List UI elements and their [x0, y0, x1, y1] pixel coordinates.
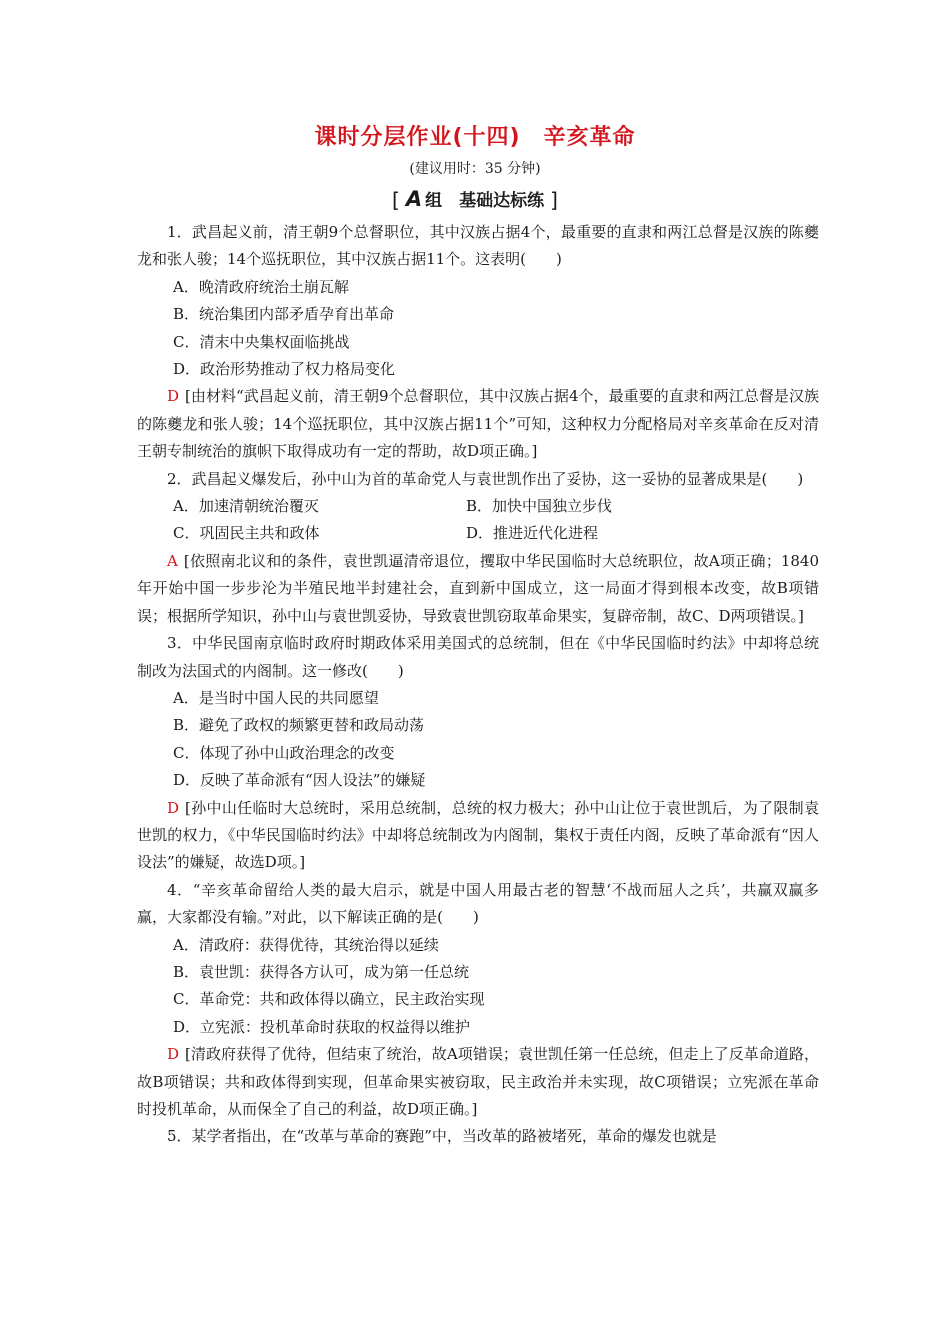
page-title: 课时分层作业(十四) 辛亥革命 [314, 125, 636, 150]
option: D．政治形势推动了权力格局变化 [173, 360, 396, 379]
group-letter-icon: A [405, 187, 423, 211]
bracket-close: ] [550, 188, 558, 212]
explanation-text: [依照南北议和的条件，袁世凯逼清帝退位，攫取中华民国临时大总统职位，故A项正确；1840年开始中国一步步沦为半殖民地半封建社会，直到新中国成立，这一局面才得到根本改变，故B项错误；根据所学知识，孙中山与袁世凯妥协，导致袁世凯窃取革命果实，复辟帝制，故C、D两项错误。] [137, 551, 819, 625]
suggested-time: (建议用时：35 分钟) [409, 161, 541, 177]
option: A．加速清朝统治覆灭 [173, 497, 319, 516]
option-row [137, 493, 819, 520]
question-list [137, 219, 819, 1151]
bracket-open: [ [392, 188, 400, 212]
option: C．体现了孙中山政治理念的改变 [173, 743, 395, 762]
option-row [137, 520, 819, 547]
question-stem: 5．某学者指出，在“改革与革命的赛跑”中，当改革的路被堵死，革命的爆发也就是 [167, 1127, 717, 1146]
question-stem: 3．中华民国南京临时政府时期政体采用美国式的总统制，但在《中华民国临时约法》中却将总统制改为法国式的内阁制。这一修改( ) [137, 634, 819, 680]
option: A．是当时中国人民的共同愿望 [173, 688, 379, 707]
answer-explanation [137, 795, 819, 877]
answer-letter: A [167, 551, 178, 570]
option: A．清政府：获得优待，其统治得以延续 [173, 935, 439, 954]
answer-letter: D [167, 798, 180, 817]
answer-letter: D [167, 387, 180, 406]
option: B．避免了政权的频繁更替和政局动荡 [173, 716, 425, 735]
option: D．立宪派：投机革命时获取的权益得以维护 [173, 1017, 471, 1036]
option: C．清末中央集权面临挑战 [173, 332, 350, 351]
option: D．反映了革命派有“因人设法”的嫌疑 [173, 771, 426, 790]
option: B．统治集团内部矛盾孕育出革命 [173, 305, 395, 324]
section-heading-text: 组 基础达标练 [425, 191, 545, 211]
explanation-text: [清政府获得了优待，但结束了统治，故A项错误；袁世凯任第一任总统，但走上了反革命道路，故B项错误；共和政体得到实现，但革命果实被窃取，民主政治并未实现，故C项错误；立宪派在革命时投机革命，从而保全了自己的利益，故D项正确。] [137, 1045, 819, 1118]
answer-letter: D [167, 1045, 180, 1064]
answer-explanation [137, 1041, 819, 1123]
answer-explanation [137, 383, 819, 465]
option: C．革命党：共和政体得以确立，民主政治实现 [173, 990, 485, 1009]
option: B．加快中国独立步伐 [466, 497, 613, 516]
section-heading [0, 186, 950, 212]
answer-explanation [137, 548, 819, 630]
question-stem: 1．武昌起义前，清王朝9个总督职位，其中汉族占据4个，最重要的直隶和两江总督是汉族的陈夔龙和张人骏；14个巡抚职位，其中汉族占据11个。这表明( ) [137, 223, 819, 269]
question-stem: 2．武昌起义爆发后，孙中山为首的革命党人与袁世凯作出了妥协，这一妥协的显著成果是( ) [167, 469, 804, 488]
option: C．巩固民主共和政体 [173, 524, 320, 543]
option: B．袁世凯：获得各方认可，成为第一任总统 [173, 962, 470, 981]
explanation-text: [由材料“武昌起义前，清王朝9个总督职位，其中汉族占据4个，最重要的直隶和两江总督是汉族的陈夔龙和张人骏；14个巡抚职位，其中汉族占据11个”可知，这种权力分配格局对辛亥革命在反对清王朝专制统治的旗帜下取得成功有一定的帮助，故D项正确。] [137, 387, 819, 461]
option: A．晚清政府统治土崩瓦解 [173, 277, 349, 296]
option: D．推进近代化进程 [466, 524, 599, 543]
explanation-text: [孙中山任临时大总统时，采用总统制，总统的权力极大；孙中山让位于袁世凯后，为了限制袁世凯的权力，《中华民国临时约法》中却将总统制改为内阁制，集权于责任内阁，反映了革命派有“因人设法”的嫌疑，故选D项。] [137, 798, 819, 872]
question-stem: 4．“辛亥革命留给人类的最大启示，就是中国人用最古老的智慧‘不战而屈人之兵’，共赢双赢多赢，大家都没有输。”对此，以下解读正确的是( ) [137, 880, 819, 927]
